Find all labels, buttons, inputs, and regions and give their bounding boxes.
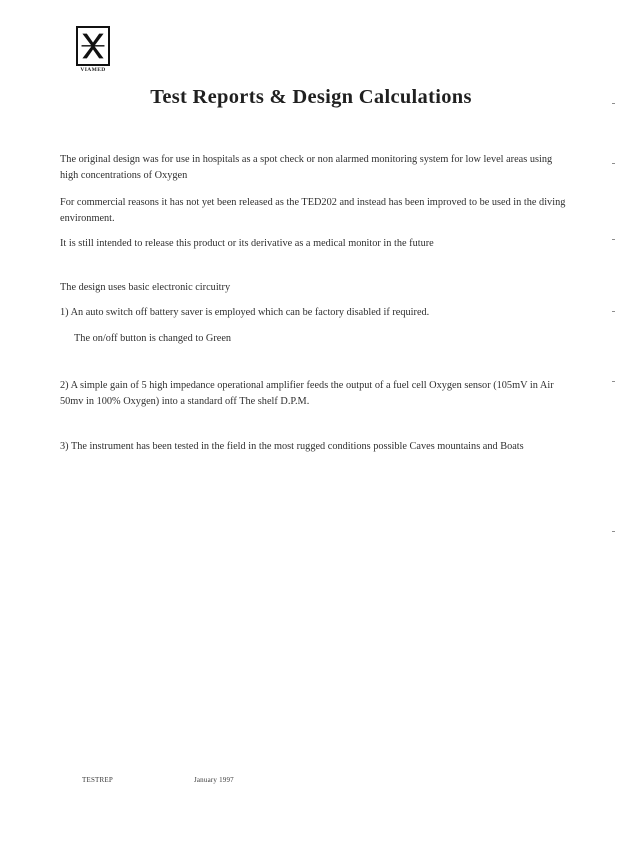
company-logo bbox=[74, 26, 112, 73]
paragraph-intro: The original design was for use in hospitals as a spot check or non alarmed monitoring system for low level areas using high concentrations of Oxygen bbox=[60, 154, 553, 181]
page-title: Test Reports & Design Calculations bbox=[150, 86, 472, 108]
scan-edge-mark bbox=[612, 163, 615, 164]
scan-edge-mark bbox=[612, 381, 615, 382]
list-item-2: 2) A simple gain of 5 high impedance operational amplifier feeds the output of a fuel cell Oxygen sensor (105mV in Air 50mv in 100% Oxygen) into a standard off The shelf D.P.M. bbox=[60, 380, 554, 407]
paragraph-circuitry: The design uses basic electronic circuitry bbox=[60, 281, 231, 293]
scan-edge-mark bbox=[612, 311, 615, 312]
list-item-1: 1) An auto switch off battery saver is employed which can be factory disabled if required. bbox=[60, 307, 430, 318]
page-footer bbox=[82, 776, 522, 784]
list-item-1-note: The on/off button is changed to Green bbox=[74, 332, 232, 344]
footer-document-code: TESTREP bbox=[82, 776, 113, 784]
scan-edge-mark bbox=[612, 239, 615, 240]
document-body bbox=[60, 152, 566, 455]
footer-date: January 1997 bbox=[193, 776, 234, 784]
scan-edge-mark bbox=[612, 531, 615, 532]
logo-wordmark: VIAMED bbox=[80, 67, 106, 73]
paragraph-commercial: For commercial reasons it has not yet been released as the TED202 and instead has been improved to be used in the diving environment. bbox=[60, 197, 566, 224]
list-item-3: 3) The instrument has been tested in the field in the most rugged conditions possible Caves mountains and Boats bbox=[60, 441, 524, 452]
viamed-logo-icon bbox=[76, 26, 110, 66]
scan-edge-mark bbox=[612, 103, 615, 104]
paragraph-future: It is still intended to release this product or its derivative as a medical monitor in the future bbox=[60, 238, 434, 249]
